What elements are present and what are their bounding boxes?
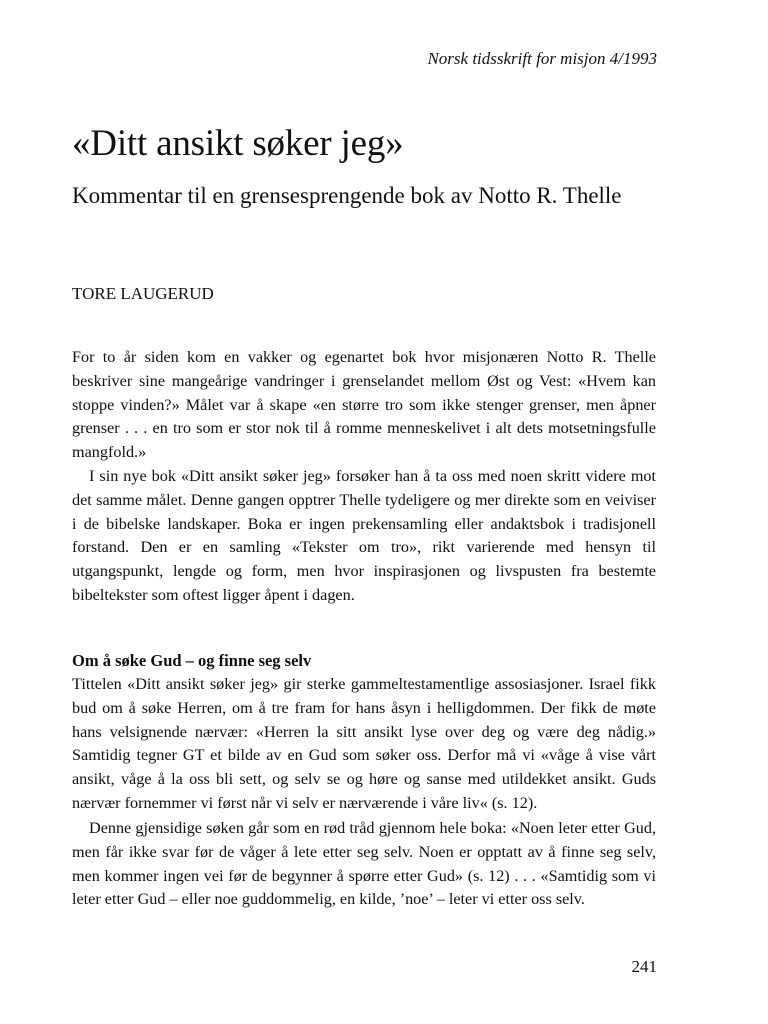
page-number: 241 bbox=[631, 957, 657, 976]
body-paragraph: For to år siden kom en vakker og egenartet bok hvor misjonæren Notto R. Thelle beskriver sine mangeårige vandringer i grenselandet mellom Øst og Vest: «Hvem kan stoppe vinden?» Målet var å skape «en større tro som ikke stenger grenser, men åpner grenser . . . en tro som er stor nok til å romme menneskelivet i alt dets motsetningsfulle mangfold.» bbox=[72, 348, 656, 462]
body-paragraph: Denne gjensidige søken går som en rød tråd gjennom hele boka: «Noen leter etter Gud, men får ikke svar før de våger å lete etter seg selv. Noen er opptatt av å finne seg selv, men kommer ingen vei før de begynner å spørre etter Gud» (s. 12) . . . «Samtidig som vi leter etter Gud – eller noe guddommelig, en kilde, ’noe’ – leter vi etter oss selv. bbox=[72, 819, 656, 909]
article-subtitle: Kommentar til en grensesprengende bok av Notto R. Thelle bbox=[72, 183, 622, 208]
body-paragraph: I sin nye bok «Ditt ansikt søker jeg» forsøker han å ta oss med noen skritt videre mot det samme målet. Denne gangen opptrer Thelle tydeligere og mer direkte som en veiviser i de bibelske landskaper. Boka er ingen prekensamling eller andaktsbok i tradisjonell forstand. Den er en samling «Tekster om tro», rikt varierende med hensyn til utgangspunkt, lengde og form, men hvor inspirasjonen og livspusten fra bestemte bibeltekster som oftest ligger åpent i dagen. bbox=[72, 467, 656, 604]
section-heading: Om å søke Gud – og finne seg selv bbox=[72, 651, 312, 670]
article-title: «Ditt ansikt søker jeg» bbox=[72, 123, 404, 164]
article-author: TORE LAUGERUD bbox=[72, 284, 214, 303]
body-paragraph: Tittelen «Ditt ansikt søker jeg» gir sterke gammeltestamentlige assosiasjoner. Israel fikk bud om å søke Herren, om å tre fram for hans åsyn i helligdommen. Der fikk de møte hans velsignende nærvær: «Herren la sitt ansikt lyse over deg og være deg nådig.» Samtidig tegner GT et bilde av en Gud som søker oss. Derfor må vi «våge å vise vårt ansikt, våge å la oss bli sett, og selv se og høre og sanse med utildekket ansikt. Guds nærvær fornemmer vi først når vi selv er nærværende i våre liv« (s. 12). bbox=[72, 675, 656, 812]
running-header: Norsk tidsskrift for misjon 4/1993 bbox=[427, 49, 657, 68]
